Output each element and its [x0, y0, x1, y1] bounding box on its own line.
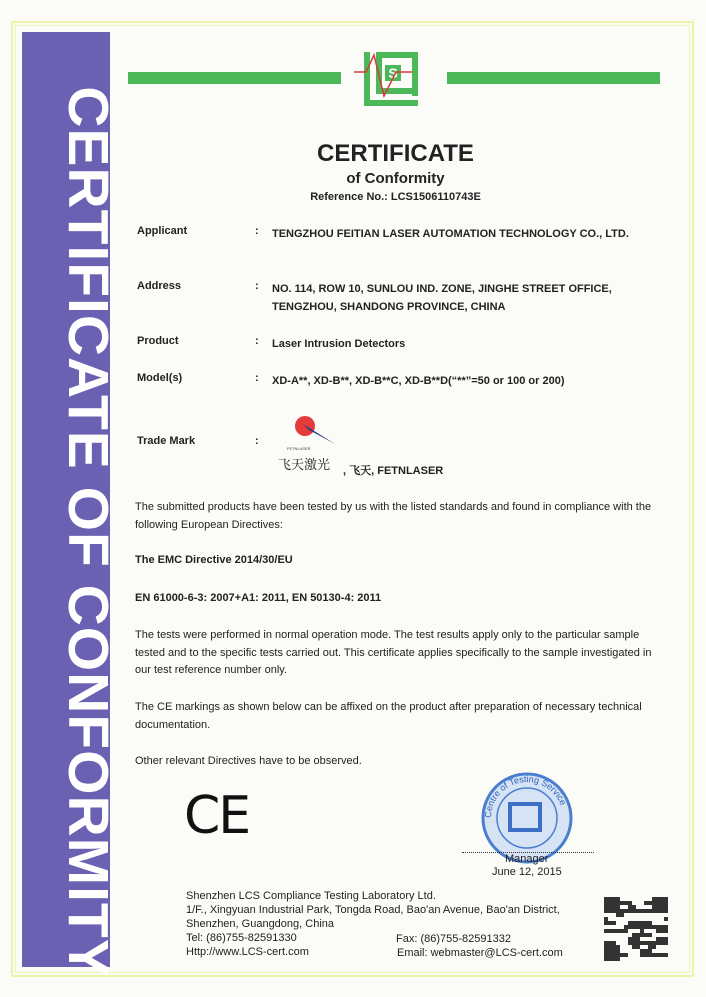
footer-email[interactable]: Email: webmaster@LCS-cert.com	[397, 947, 563, 959]
svg-text:FETNLASER: FETNLASER	[287, 446, 311, 451]
footer-address1: 1/F., Xingyuan Industrial Park, Tongda Road, Bao'an Avenue, Bao'an District,	[186, 904, 560, 916]
ce-mark: CE	[184, 786, 250, 846]
field-trademark: Trade Mark :	[137, 435, 259, 447]
footer-address2: Shenzhen, Guangdong, China	[186, 918, 335, 930]
trademark-names: , 飞天, FETNLASER	[343, 465, 444, 477]
footer-tel: Tel: (86)755-82591330	[186, 932, 297, 944]
qr-code-icon	[604, 897, 668, 961]
header-bar-right	[447, 72, 660, 84]
paragraph-tests: The tests were performed in normal operation mode. The test results apply only to the particular sample tested and to the specific tests carried out. This certificate applies specifically to the sample investigated in our test reference number only.	[135, 629, 652, 676]
certificate-subtitle: of Conformity	[346, 170, 445, 187]
paragraph-other: Other relevant Directives have to be observed.	[135, 755, 362, 767]
footer-fax: Fax: (86)755-82591332	[396, 933, 511, 945]
field-applicant: Applicant : TENGZHOU FEITIAN LASER AUTOMATION TECHNOLOGY CO., LTD.	[137, 225, 629, 240]
standards: EN 61000-6-3: 2007+A1: 2011, EN 50130-4: 2011	[135, 592, 382, 604]
field-models: Model(s) : XD-A**, XD-B**, XD-B**C, XD-B**D(“**”=50 or 100 or 200)	[137, 372, 565, 387]
issue-date: June 12, 2015	[492, 866, 562, 878]
paragraph-compliance: The submitted products have been tested by us with the listed standards and found in compliance with the following European Directives:	[135, 501, 652, 531]
footer-lab: Shenzhen LCS Compliance Testing Laboratory Ltd.	[186, 890, 436, 902]
svg-text:Centre of Testing Service: Centre of Testing Service	[482, 773, 569, 819]
field-address: Address : NO. 114, ROW 10, SUNLOU IND. ZONE, JINGHE STREET OFFICE, TENGZHOU, SHANDONG PROVINCE, CHINA	[137, 280, 612, 313]
lcs-logo-icon	[352, 50, 432, 110]
paragraph-ce: The CE markings as shown below can be affixed on the product after preparation of necessary technical documentation.	[135, 701, 642, 731]
header-bar-left	[128, 72, 341, 84]
footer-web[interactable]: Http://www.LCS-cert.com	[186, 946, 309, 958]
certificate-title: CERTIFICATE	[317, 140, 474, 167]
field-product: Product : Laser Intrusion Detectors	[137, 335, 406, 350]
sidebar-title: CERTIFICATE OF CONFORMITY	[56, 86, 120, 978]
reference-number: Reference No.: LCS1506110743E	[310, 191, 481, 203]
signer-title: Manager	[505, 853, 549, 865]
svg-text:S: S	[388, 65, 398, 81]
trademark-chinese: 飞天激光	[278, 458, 331, 473]
trademark-logo-icon	[285, 412, 345, 452]
directive: The EMC Directive 2014/30/EU	[135, 554, 293, 566]
